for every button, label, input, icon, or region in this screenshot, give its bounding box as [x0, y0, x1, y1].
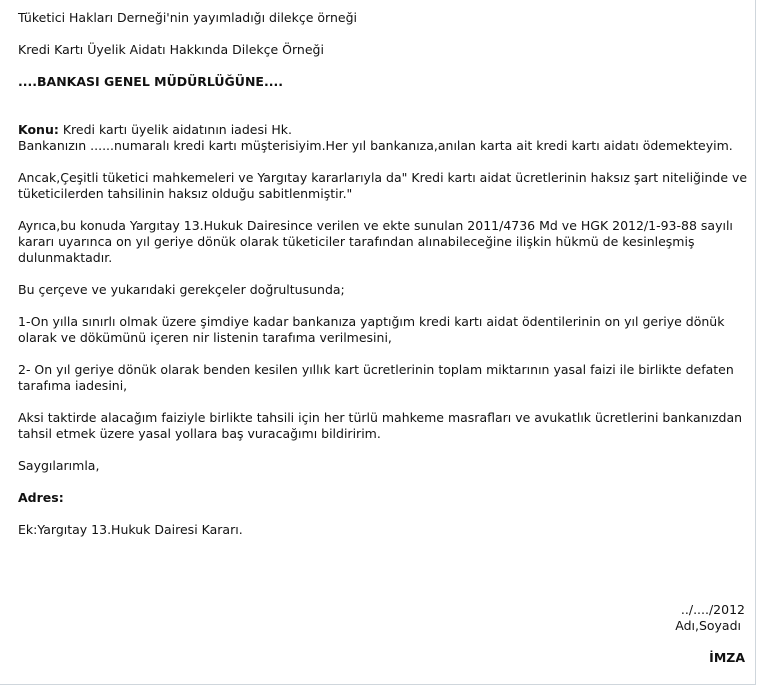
- signature-label: İMZA: [709, 650, 745, 665]
- date-line: ../..../2012: [680, 602, 745, 617]
- addressee: ....BANKASI GENEL MÜDÜRLÜĞÜNE....: [18, 74, 283, 89]
- name-line: Adı,Soyadı: [675, 618, 741, 633]
- address-label: Adres:: [18, 490, 64, 505]
- paragraph-warning: Aksi taktirde alacağım faiziyle birlikte tahsili için her türlü mahkeme masrafları ve avukatlık ücretlerini bankanızdan tahsil etmek üzere yasal yollara baş vuracağımı bildiririm.: [18, 410, 743, 441]
- subject-text: Kredi kartı üyelik aidatının iadesi Hk.: [58, 122, 293, 137]
- letter-body: [18, 10, 748, 554]
- intro-line: Tüketici Hakları Derneği'nin yayımladığı dilekçe örneği: [18, 10, 357, 25]
- paragraph-decision: Ayrıca,bu konuda Yargıtay 13.Hukuk Dairesince verilen ve ekte sunulan 2011/4736 Md ve HGK 2012/1-93-88 sayılı kararı uyarınca on yıl geriye dönük olarak tüketiciler tarafından alınabileceğine ilişkin hükmü de kesinleşmiş dulunmaktadır.: [18, 218, 733, 265]
- request-1: 1-On yılla sınırlı olmak üzere şimdiye kadar bankanıza yaptığım kredi kartı aidat ödentilerinin on yıl geriye dönük olarak ve dökümünü içeren nir listenin tarafıma verilmesini,: [18, 314, 725, 345]
- letter-title: Kredi Kartı Üyelik Aidatı Hakkında Dilekçe Örneği: [18, 42, 324, 57]
- subject-line: [18, 122, 748, 138]
- blank-line: [18, 106, 748, 122]
- paragraph-courts: Ancak,Çeşitli tüketici mahkemeleri ve Yargıtay kararlarıyla da" Kredi kartı aidat ücretlerinin haksız şart niteliğinde ve tüketicilerden tahsilinin haksız olduğu sabitlenmiştir.": [18, 170, 748, 201]
- request-2: 2- On yıl geriye dönük olarak benden kesilen yıllık kart ücretlerinin toplam miktarının yasal faizi ile birlikte defaten tarafıma iadesini,: [18, 362, 734, 393]
- paragraph-framework: Bu çerçeve ve yukarıdaki gerekçeler doğrultusunda;: [18, 282, 345, 297]
- signature-block: [675, 602, 745, 666]
- subject-label: Konu:: [18, 122, 59, 137]
- attachment-line: Ek:Yargıtay 13.Hukuk Dairesi Kararı.: [18, 522, 243, 537]
- closing: Saygılarımla,: [18, 458, 100, 473]
- paragraph-customer: Bankanızın ......numaralı kredi kartı müşterisiyim.Her yıl bankanıza,anılan karta ait kredi kartı aidatı ödemekteyim.: [18, 138, 733, 153]
